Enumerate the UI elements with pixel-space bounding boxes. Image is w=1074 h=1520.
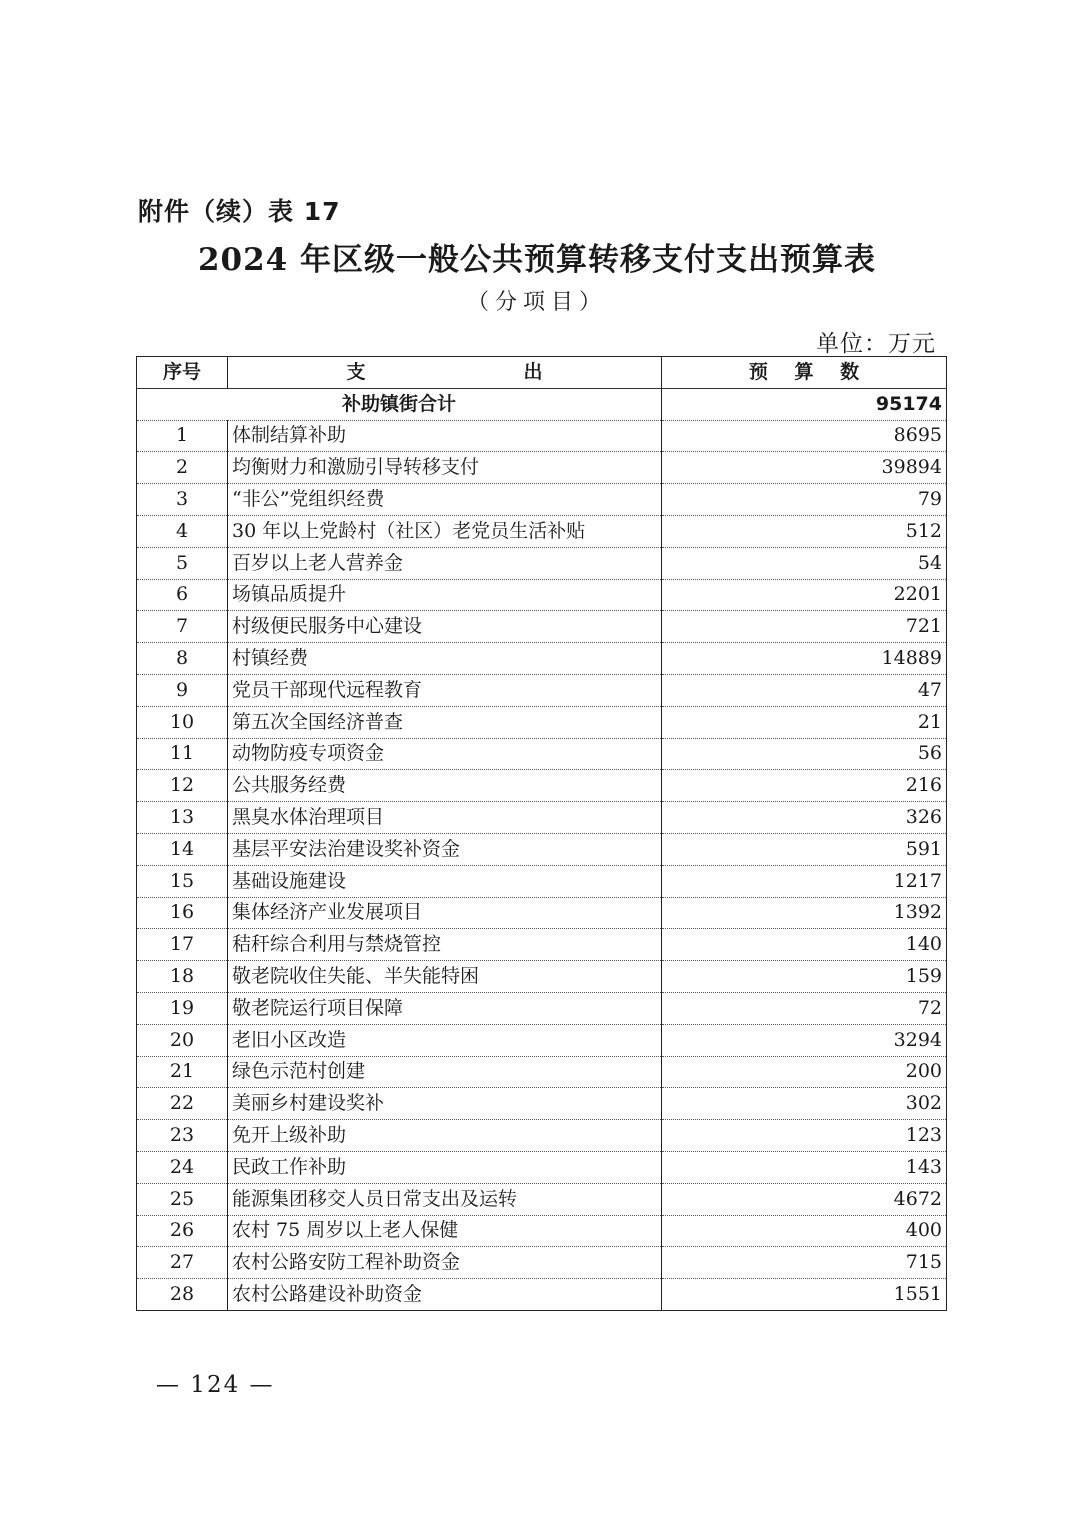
- table-row: [137, 452, 947, 484]
- table-row: [137, 897, 947, 929]
- table-row: [137, 1215, 947, 1247]
- row-item: 绿色示范村创建: [228, 1056, 662, 1088]
- header-seq: 序号: [137, 357, 228, 389]
- row-number: 3: [137, 484, 228, 516]
- row-number: 9: [137, 674, 228, 706]
- table-row: [137, 961, 947, 993]
- row-item: 党员干部现代远程教育: [228, 674, 662, 706]
- row-item: 免开上级补助: [228, 1120, 662, 1152]
- row-item: 百岁以上老人营养金: [228, 547, 662, 579]
- table-row: [137, 1120, 947, 1152]
- row-amount: 140: [662, 929, 947, 961]
- row-item: 美丽乡村建设奖补: [228, 1088, 662, 1120]
- row-amount: 8695: [662, 420, 947, 452]
- table-row: [137, 929, 947, 961]
- row-amount: 2201: [662, 579, 947, 611]
- row-number: 22: [137, 1088, 228, 1120]
- header-item: 支 出: [228, 357, 662, 389]
- row-number: 21: [137, 1056, 228, 1088]
- row-item: 村级便民服务中心建设: [228, 611, 662, 643]
- table-row: [137, 992, 947, 1024]
- unit-label: 单位：万元: [816, 331, 936, 357]
- table-row: [137, 484, 947, 516]
- row-amount: 56: [662, 738, 947, 770]
- table-row: [137, 1247, 947, 1279]
- row-item: 民政工作补助: [228, 1151, 662, 1183]
- row-amount: 3294: [662, 1024, 947, 1056]
- row-number: 2: [137, 452, 228, 484]
- table-row: [137, 1088, 947, 1120]
- table-row: [137, 1151, 947, 1183]
- row-number: 23: [137, 1120, 228, 1152]
- row-item: 基层平安法治建设奖补资金: [228, 833, 662, 865]
- row-amount: 302: [662, 1088, 947, 1120]
- table-row: [137, 611, 947, 643]
- row-item: 均衡财力和激励引导转移支付: [228, 452, 662, 484]
- row-item: “非公”党组织经费: [228, 484, 662, 516]
- row-item: 场镇品质提升: [228, 579, 662, 611]
- row-number: 25: [137, 1183, 228, 1215]
- row-item: 动物防疫专项资金: [228, 738, 662, 770]
- row-item: 集体经济产业发展项目: [228, 897, 662, 929]
- total-label: 补助镇街合计: [137, 388, 662, 420]
- row-amount: 143: [662, 1151, 947, 1183]
- row-number: 15: [137, 865, 228, 897]
- row-item: 村镇经费: [228, 643, 662, 675]
- row-number: 1: [137, 420, 228, 452]
- row-item: 秸秆综合利用与禁烧管控: [228, 929, 662, 961]
- row-item: 能源集团移交人员日常支出及运转: [228, 1183, 662, 1215]
- page-subtitle: （分项目）: [466, 290, 607, 315]
- row-number: 10: [137, 706, 228, 738]
- row-amount: 14889: [662, 643, 947, 675]
- row-amount: 47: [662, 674, 947, 706]
- row-number: 5: [137, 547, 228, 579]
- table-row: [137, 1056, 947, 1088]
- row-amount: 715: [662, 1247, 947, 1279]
- table-row: [137, 770, 947, 802]
- row-amount: 39894: [662, 452, 947, 484]
- row-item: 基础设施建设: [228, 865, 662, 897]
- table-row: [137, 1279, 947, 1311]
- row-item: 农村公路安防工程补助资金: [228, 1247, 662, 1279]
- row-item: 老旧小区改造: [228, 1024, 662, 1056]
- row-amount: 512: [662, 515, 947, 547]
- row-number: 11: [137, 738, 228, 770]
- row-number: 14: [137, 833, 228, 865]
- row-amount: 4672: [662, 1183, 947, 1215]
- row-amount: 54: [662, 547, 947, 579]
- table-row: [137, 420, 947, 452]
- row-number: 16: [137, 897, 228, 929]
- row-number: 26: [137, 1215, 228, 1247]
- table-row: [137, 706, 947, 738]
- row-item: 农村公路建设补助资金: [228, 1279, 662, 1311]
- row-number: 27: [137, 1247, 228, 1279]
- row-number: 18: [137, 961, 228, 993]
- row-amount: 21: [662, 706, 947, 738]
- header-budget: 预 算 数: [662, 357, 947, 389]
- table-row: [137, 802, 947, 834]
- page-title: 2024 年区级一般公共预算转移支付支出预算表: [197, 242, 877, 278]
- row-amount: 326: [662, 802, 947, 834]
- row-item: 农村 75 周岁以上老人保健: [228, 1215, 662, 1247]
- table-row: [137, 515, 947, 547]
- row-amount: 1551: [662, 1279, 947, 1311]
- page-number: — 124 —: [156, 1372, 275, 1398]
- row-item: 黑臭水体治理项目: [228, 802, 662, 834]
- row-number: 17: [137, 929, 228, 961]
- table-row: [137, 674, 947, 706]
- budget-table: [136, 356, 947, 1311]
- row-number: 19: [137, 992, 228, 1024]
- table-row: [137, 643, 947, 675]
- row-number: 8: [137, 643, 228, 675]
- attachment-label: 附件（续）表 17: [138, 197, 341, 226]
- table-header-row: [137, 357, 947, 389]
- row-amount: 721: [662, 611, 947, 643]
- row-amount: 200: [662, 1056, 947, 1088]
- row-amount: 216: [662, 770, 947, 802]
- table-row: [137, 833, 947, 865]
- total-row: [137, 388, 947, 420]
- table-row: [137, 579, 947, 611]
- table-row: [137, 865, 947, 897]
- row-number: 6: [137, 579, 228, 611]
- row-number: 7: [137, 611, 228, 643]
- row-amount: 79: [662, 484, 947, 516]
- row-number: 24: [137, 1151, 228, 1183]
- row-number: 28: [137, 1279, 228, 1311]
- row-amount: 400: [662, 1215, 947, 1247]
- row-number: 20: [137, 1024, 228, 1056]
- row-amount: 1217: [662, 865, 947, 897]
- table-row: [137, 1024, 947, 1056]
- row-amount: 591: [662, 833, 947, 865]
- table-row: [137, 738, 947, 770]
- row-amount: 1392: [662, 897, 947, 929]
- row-amount: 72: [662, 992, 947, 1024]
- row-amount: 123: [662, 1120, 947, 1152]
- row-item: 30 年以上党龄村（社区）老党员生活补贴: [228, 515, 662, 547]
- row-item: 公共服务经费: [228, 770, 662, 802]
- row-item: 体制结算补助: [228, 420, 662, 452]
- row-amount: 159: [662, 961, 947, 993]
- row-number: 12: [137, 770, 228, 802]
- table-row: [137, 1183, 947, 1215]
- row-item: 敬老院运行项目保障: [228, 992, 662, 1024]
- row-item: 第五次全国经济普查: [228, 706, 662, 738]
- row-number: 13: [137, 802, 228, 834]
- total-value: 95174: [662, 388, 947, 420]
- table-row: [137, 547, 947, 579]
- row-item: 敬老院收住失能、半失能特困: [228, 961, 662, 993]
- row-number: 4: [137, 515, 228, 547]
